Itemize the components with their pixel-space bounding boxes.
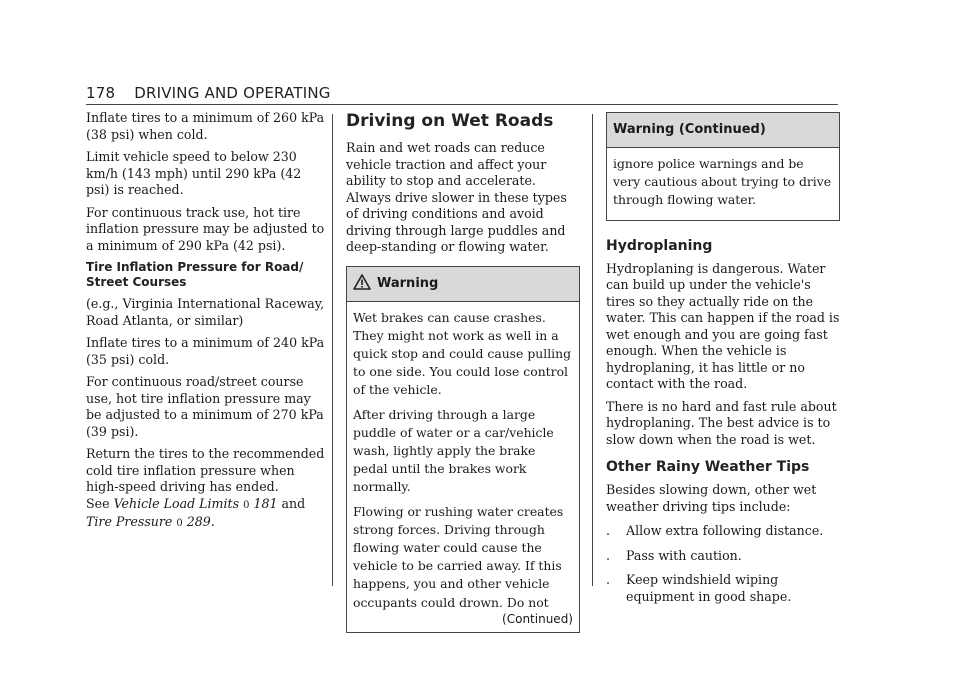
page-ref-icon: 0 xyxy=(243,499,250,511)
paragraph: Inflate tires to a minimum of 240 kPa (35 psi) cold. xyxy=(86,335,325,367)
heading-hydroplaning: Hydroplaning xyxy=(606,237,713,254)
heading-rainy-tips: Other Rainy Weather Tips xyxy=(606,459,810,476)
warning-title: Warning xyxy=(377,275,439,291)
paragraph: Rain and wet roads can reduce vehicle traction and affect your ability to stop and accelerate. Always drive slower in these types of driving conditions and avoid driving through large puddles and deep-standing or flowing water. xyxy=(346,140,567,254)
warning-box-continued xyxy=(606,112,840,221)
warning-triangle-icon xyxy=(353,270,371,304)
xref-page[interactable]: 181 xyxy=(253,495,278,511)
page-ref-icon: 0 xyxy=(176,518,183,529)
heading-driving-wet-roads: Driving on Wet Roads xyxy=(346,111,554,131)
warning-header: Warning (Continued) xyxy=(607,113,839,148)
paragraph: Besides slowing down, other wet weather driving tips include: xyxy=(606,482,817,514)
xref-tire-pressure[interactable]: Tire Pressure xyxy=(86,514,173,529)
warning-body xyxy=(347,302,579,632)
continued-label: (Continued) xyxy=(502,611,573,626)
paragraph: Hydroplaning is dangerous. Water can build up under the vehicle's tires so they actually ride on the water. This can happen if the road is wet enough and you are going fast enough. When the vehicle is hydroplaning, it has little or no contact with the road. xyxy=(606,260,840,392)
column-1 xyxy=(86,110,326,539)
bullet-icon: . xyxy=(606,572,611,588)
paragraph: Inflate tires to a minimum of 260 kPa (38 psi) when cold. xyxy=(86,110,325,142)
warning-paragraph: Wet brakes can cause crashes. They might not work as well in a quick stop and could cause pulling to one side. You could lose control of the vehicle. xyxy=(353,309,572,398)
xref-vehicle-load-limits[interactable]: Vehicle Load Limits xyxy=(113,495,240,511)
paragraph: There is no hard and fast rule about hydroplaning. The best advice is to slow down when the road is wet. xyxy=(606,398,837,447)
list-item: . Keep windshield wiping equipment in good shape. xyxy=(606,572,792,604)
page-number: 178 xyxy=(86,84,116,102)
paragraph: For continuous road/street course use, hot tire inflation pressure may be adjusted to a minimum of 270 kPa (39 psi). xyxy=(86,374,324,439)
column-2 xyxy=(346,110,580,643)
paragraph: (e.g., Virginia International Raceway, Road Atlanta, or similar) xyxy=(86,296,325,328)
warning-paragraph: ignore police warnings and be very cautious about trying to drive through flowing water. xyxy=(613,156,832,208)
list-item: . Pass with caution. xyxy=(606,547,742,563)
paragraph: Return the tires to the recommended cold tire inflation pressure when high-speed driving has ended. xyxy=(86,446,325,494)
column-divider-2 xyxy=(592,114,593,586)
bullet-icon: . xyxy=(606,547,611,563)
warning-paragraph: Flowing or rushing water creates strong forces. Driving through flowing water could cause the vehicle to be carried away. If this happens, you and other vehicle occupants could drown. Do not xyxy=(353,503,564,610)
xref-page[interactable]: 289. xyxy=(186,514,215,529)
subheading-road-street: Tire Inflation Pressure for Road/ Street Courses xyxy=(86,260,304,289)
warning-box xyxy=(346,266,580,633)
warning-body xyxy=(607,148,839,220)
header-rule xyxy=(86,104,838,105)
bullet-icon: . xyxy=(606,523,611,539)
see-also: See Vehicle Load Limits 0 181 and Tire Pressure 0 289. xyxy=(86,495,306,529)
column-3 xyxy=(606,112,840,613)
section-title: DRIVING AND OPERATING xyxy=(134,84,331,102)
page-header xyxy=(86,84,838,104)
paragraph: For continuous track use, hot tire inflation pressure may be adjusted to a minimum of 290 kPa (42 psi). xyxy=(86,204,325,253)
column-divider-1 xyxy=(332,114,333,586)
warning-header xyxy=(347,267,579,302)
warning-paragraph: After driving through a large puddle of water or a car/vehicle wash, lightly apply the brake pedal until the brakes work normally. xyxy=(353,406,554,495)
list-item: . Allow extra following distance. xyxy=(606,523,824,539)
tips-list xyxy=(606,523,840,605)
paragraph: Limit vehicle speed to below 230 km/h (143 mph) until 290 kPa (42 psi) is reached. xyxy=(86,149,302,197)
